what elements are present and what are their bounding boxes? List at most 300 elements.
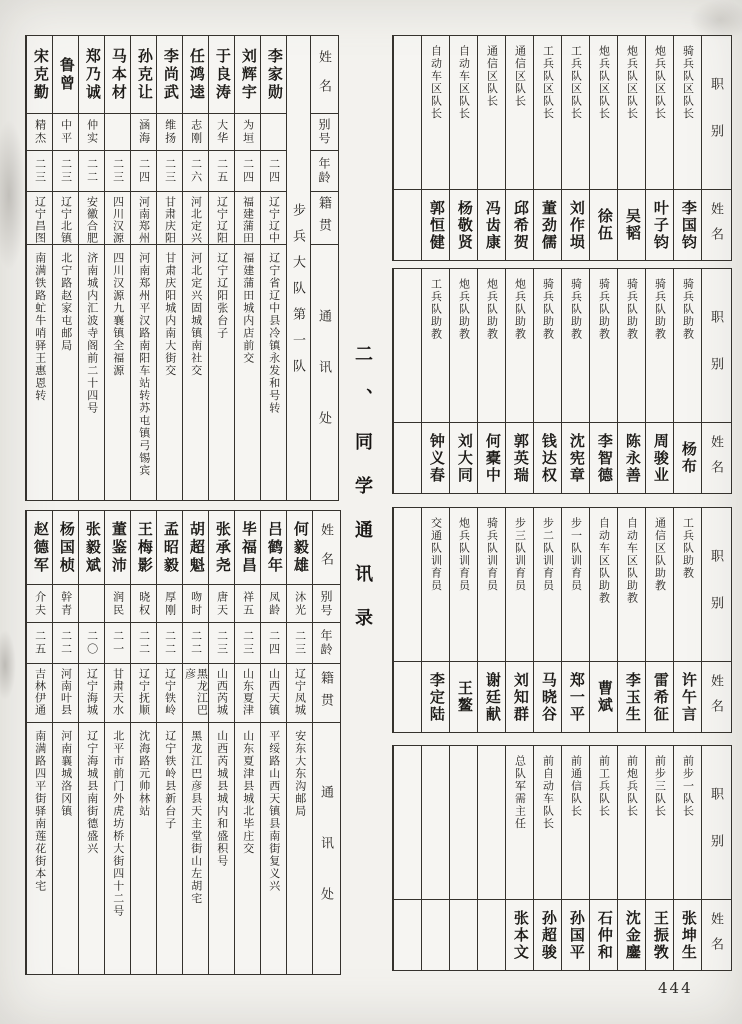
- entry-alias: 为垣: [235, 114, 260, 151]
- staff-entry-column: [393, 508, 421, 732]
- staff-entry-column: [449, 508, 477, 732]
- entry-address: 山西芮城县城内和盛积号: [215, 730, 228, 868]
- entry-age: 二二: [79, 151, 104, 192]
- staff-entry-column: [589, 746, 617, 970]
- header-origin: 籍贯: [313, 664, 340, 723]
- entry-name: 郑一平: [567, 671, 584, 723]
- roster-entry-column: [78, 511, 104, 974]
- entry-position: 自动车区队助教: [618, 508, 645, 662]
- entry-address: 甘肃庆阳城内南大街交: [163, 252, 176, 377]
- entry-name: [450, 900, 477, 970]
- entry-name: 邱希贺: [511, 199, 528, 251]
- entry-name: 刘知群: [511, 671, 528, 723]
- entry-position: 炮兵队区队长: [590, 36, 617, 190]
- entry-origin: 辽宁抚顺: [131, 664, 156, 723]
- entry-age: 二三: [53, 151, 78, 192]
- entry-origin: 河南郑州: [131, 192, 156, 245]
- entry-name: 钟义春: [427, 432, 444, 484]
- entry-name: [394, 900, 421, 970]
- staff-entry-column: [617, 508, 645, 732]
- entry-alias: 维扬: [157, 114, 182, 151]
- entry-address: 南满铁路虻牛哨驿王惠恩转: [33, 252, 46, 402]
- entry-position: 前自动车队长: [534, 746, 561, 900]
- roster-entry-column: [104, 36, 130, 500]
- entry-name: 石仲和: [595, 909, 612, 961]
- entry-position: 自动车区队长: [450, 36, 477, 190]
- entry-name: 马本材: [105, 36, 130, 114]
- roster-entry-column: [26, 36, 52, 500]
- scan-smudge: [690, 0, 742, 40]
- entry-name: 董劲儒: [539, 199, 556, 251]
- entry-name: 董鉴沛: [105, 511, 130, 585]
- entry-position: 通信区队助教: [646, 508, 673, 662]
- roster-entry-column: [234, 36, 260, 500]
- entry-address: 安东大东沟邮局: [293, 730, 306, 818]
- roster-entry-column: [26, 511, 52, 974]
- entry-alias: 唐天: [209, 585, 234, 623]
- entry-name: 曹斌: [595, 680, 612, 714]
- entry-origin: 黑龙江巴彦: [183, 664, 208, 723]
- roster-entry-column: [130, 36, 156, 500]
- entry-origin: 河南叶县: [53, 664, 78, 723]
- roster-table-infantry-squad-1: [25, 35, 339, 501]
- entry-origin: 福建蒲田: [235, 192, 260, 245]
- entry-position: 工兵队助教: [674, 508, 701, 662]
- entry-position: 炮兵队助教: [506, 269, 533, 423]
- roster-header-column: [310, 36, 338, 500]
- staff-header-column: [701, 269, 731, 493]
- header-position: 职别: [702, 36, 731, 190]
- entry-name: [394, 190, 421, 260]
- header-age: 年龄: [313, 623, 340, 664]
- entry-name: 沈金鏖: [623, 909, 640, 961]
- staff-entry-column: [561, 269, 589, 493]
- entry-name: 何毅雄: [287, 511, 312, 585]
- entry-address: 北平市前门外虎坊桥大街四十二号: [111, 730, 124, 918]
- entry-name: 孙国平: [567, 909, 584, 961]
- entry-age: 二三: [209, 623, 234, 664]
- entry-name: 李玉生: [623, 671, 640, 723]
- roster-entry-column: [52, 36, 78, 500]
- entry-name: 杨敬贤: [455, 199, 472, 251]
- staff-entry-column: [505, 36, 533, 260]
- entry-origin: 安徽合肥: [79, 192, 104, 245]
- entry-age: 二三: [105, 151, 130, 192]
- roster-entry-column: [260, 36, 286, 500]
- staff-table-band-2: [392, 268, 732, 494]
- staff-entry-column: [533, 508, 561, 732]
- entry-position: [394, 36, 421, 190]
- entry-name: 张毅斌: [79, 511, 104, 585]
- entry-name: 许午言: [679, 671, 696, 723]
- entry-name: 李定陆: [427, 671, 444, 723]
- staff-entry-column: [393, 269, 421, 493]
- entry-age: 二三: [27, 151, 52, 192]
- roster-entry-column: [78, 36, 104, 500]
- staff-header-column: [701, 746, 731, 970]
- entry-name: 张坤生: [679, 909, 696, 961]
- roster-entry-column: [182, 511, 208, 974]
- entry-origin: 辽宁昌图: [27, 192, 52, 245]
- entry-name: 任鸿逵: [183, 36, 208, 114]
- entry-age: 二三: [157, 151, 182, 192]
- entry-origin: 辽宁辽阳: [209, 192, 234, 245]
- entry-age: 二二: [157, 623, 182, 664]
- staff-entry-column: [589, 508, 617, 732]
- entry-name: 张承尧: [209, 511, 234, 585]
- roster-header-column: [312, 511, 340, 974]
- entry-address: 黑龙江巴彦县天主堂街山左胡宅: [189, 730, 202, 905]
- entry-age: 二〇: [79, 623, 104, 664]
- entry-origin: 河北定兴: [183, 192, 208, 245]
- entry-name: 刘大同: [455, 432, 472, 484]
- entry-position: 前工兵队长: [590, 746, 617, 900]
- header-name: 姓名: [709, 912, 724, 962]
- entry-name: [422, 900, 449, 970]
- roster-entry-column: [208, 511, 234, 974]
- header-name: 姓名: [709, 674, 724, 724]
- staff-columns: [393, 269, 701, 493]
- staff-entry-column: [645, 746, 673, 970]
- entry-origin: 辽宁海城: [79, 664, 104, 723]
- entry-position: 自动车区队长: [422, 36, 449, 190]
- roster-columns: [26, 511, 312, 974]
- entry-alias: 志刚: [183, 114, 208, 151]
- entry-alias: 厚刚: [157, 585, 182, 623]
- entry-address: 河南郑州平汉路南阳车站转苏屯镇弓锡宾: [137, 252, 150, 477]
- staff-entry-column: [645, 269, 673, 493]
- entry-age: 二三: [287, 623, 312, 664]
- roster-entry-column: [182, 36, 208, 500]
- entry-name: 赵德军: [27, 511, 52, 585]
- header-alias: 别号: [311, 114, 338, 151]
- staff-columns: [393, 36, 701, 260]
- staff-columns: [393, 746, 701, 970]
- entry-origin: 辽宁辽中: [261, 192, 286, 245]
- entry-name: 毕福昌: [235, 511, 260, 585]
- entry-address: 福建蒲田城内店前交: [241, 252, 254, 365]
- staff-entry-column: [673, 269, 701, 493]
- entry-address: 北宁路赵家屯邮局: [59, 252, 72, 352]
- staff-entry-column: [449, 36, 477, 260]
- entry-age: 二五: [27, 623, 52, 664]
- entry-name: 杨布: [679, 441, 696, 475]
- staff-entry-column: [617, 269, 645, 493]
- entry-name: 叶子钧: [651, 199, 668, 251]
- staff-entry-column: [561, 36, 589, 260]
- entry-alias: 沐光: [287, 585, 312, 623]
- unit-label: 步兵大队第一队: [286, 36, 310, 500]
- entry-name: 于良涛: [209, 36, 234, 114]
- staff-table-band-4: [392, 745, 732, 971]
- entry-origin: 甘肃庆阳: [157, 192, 182, 245]
- entry-origin: 甘肃天水: [105, 664, 130, 723]
- entry-origin: 辽宁北镇: [53, 192, 78, 245]
- entry-age: 二四: [261, 623, 286, 664]
- entry-name: 冯齿康: [483, 199, 500, 251]
- entry-address: 南满路四平街驿南莲花街本宅: [33, 730, 46, 893]
- entry-name: 刘辉宇: [235, 36, 260, 114]
- roster-entry-column: [104, 511, 130, 974]
- entry-name: [478, 900, 505, 970]
- roster-entry-column: [286, 511, 312, 974]
- entry-position: 交通队训育员: [422, 508, 449, 662]
- entry-position: [422, 746, 449, 900]
- staff-entry-column: [505, 746, 533, 970]
- staff-entry-column: [477, 36, 505, 260]
- entry-origin: 辽宁凤城: [287, 664, 312, 723]
- entry-origin: 四川汉源: [105, 192, 130, 245]
- entry-address: 河南襄城洛冈镇: [59, 730, 72, 818]
- scan-smudge: [0, 120, 26, 270]
- staff-entry-column: [421, 36, 449, 260]
- entry-position: 工兵队区队长: [562, 36, 589, 190]
- entry-name: 王振敩: [651, 909, 668, 961]
- entry-name: 谢廷献: [483, 671, 500, 723]
- entry-position: 炮兵队训育员: [450, 508, 477, 662]
- entry-position: 前通信队长: [562, 746, 589, 900]
- entry-origin: 辽宁铁岭: [157, 664, 182, 723]
- staff-table-band-3: [392, 507, 732, 733]
- entry-position: 步一队训育员: [562, 508, 589, 662]
- entry-name: 陈永善: [623, 432, 640, 484]
- scan-smudge: [0, 630, 16, 700]
- entry-position: [394, 746, 421, 900]
- staff-entry-column: [589, 269, 617, 493]
- staff-entry-column: [393, 36, 421, 260]
- entry-alias: 晓权: [131, 585, 156, 623]
- entry-name: 钱达权: [539, 432, 556, 484]
- entry-alias: 仲实: [79, 114, 104, 151]
- entry-address: 山东夏津县城北毕庄交: [241, 730, 254, 855]
- entry-position: 通信区队长: [506, 36, 533, 190]
- entry-position: 炮兵队助教: [450, 269, 477, 423]
- entry-position: 自动车区队助教: [590, 508, 617, 662]
- roster-entry-column: [156, 511, 182, 974]
- staff-entry-column: [589, 36, 617, 260]
- staff-entry-column: [645, 36, 673, 260]
- header-address: 通讯处: [317, 309, 332, 462]
- entry-address: 辽宁海城县南街德盛兴: [85, 730, 98, 855]
- entry-age: 二二: [131, 623, 156, 664]
- entry-name: 雷希征: [651, 671, 668, 723]
- staff-entry-column: [477, 269, 505, 493]
- staff-entry-column: [449, 269, 477, 493]
- roster-entry-column: [234, 511, 260, 974]
- entry-name: 刘作埙: [567, 199, 584, 251]
- entry-origin: 山东夏津: [235, 664, 260, 723]
- staff-entry-column: [533, 746, 561, 970]
- staff-entry-column: [561, 746, 589, 970]
- entry-age: 二三: [235, 623, 260, 664]
- entry-name: 王梅影: [131, 511, 156, 585]
- staff-entry-column: [673, 508, 701, 732]
- entry-position: [394, 269, 421, 423]
- staff-entry-column: [617, 746, 645, 970]
- header-name: 姓名: [709, 202, 724, 252]
- staff-entry-column: [673, 36, 701, 260]
- roster-table-second-group: [25, 510, 341, 975]
- entry-alias: 幹青: [53, 585, 78, 623]
- entry-alias: 中平: [53, 114, 78, 151]
- staff-entry-column: [477, 508, 505, 732]
- entry-alias: 凤龄: [261, 585, 286, 623]
- header-name: 姓名: [313, 511, 340, 585]
- entry-name: 李国钧: [679, 199, 696, 251]
- entry-position: 前炮兵队长: [618, 746, 645, 900]
- header-address: 通讯处: [319, 785, 334, 938]
- entry-position: 总队军需主任: [506, 746, 533, 900]
- header-age: 年龄: [311, 151, 338, 192]
- staff-entry-column: [421, 746, 449, 970]
- header-position: 职别: [702, 269, 731, 423]
- entry-name: [394, 662, 421, 732]
- header-origin: 籍贯: [311, 192, 338, 245]
- entry-alias: 精杰: [27, 114, 52, 151]
- entry-position: [394, 508, 421, 662]
- staff-entry-column: [449, 746, 477, 970]
- header-name: 姓名: [311, 36, 338, 114]
- entry-name: 张本文: [511, 909, 528, 961]
- entry-name: 吕鹤年: [261, 511, 286, 585]
- entry-alias: 大华: [209, 114, 234, 151]
- staff-entry-column: [533, 36, 561, 260]
- entry-alias: 祥五: [235, 585, 260, 623]
- entry-age: 二四: [261, 151, 286, 192]
- entry-name: 郭恒健: [427, 199, 444, 251]
- entry-address: 河北定兴固城镇南社交: [189, 252, 202, 377]
- page-number: 444: [658, 979, 693, 997]
- entry-position: 炮兵队区队长: [618, 36, 645, 190]
- entry-age: 二二: [183, 623, 208, 664]
- entry-name: 孙克让: [131, 36, 156, 114]
- entry-position: 骑兵队助教: [674, 269, 701, 423]
- roster-entry-column: [156, 36, 182, 500]
- entry-address: 济南城内汇波寺阁前二十四号: [85, 252, 98, 415]
- entry-name: 李尚武: [157, 36, 182, 114]
- entry-name: 李智德: [595, 432, 612, 484]
- entry-age: 二二: [53, 623, 78, 664]
- entry-origin: 吉林伊通: [27, 664, 52, 723]
- staff-entry-column: [505, 269, 533, 493]
- staff-entry-column: [561, 508, 589, 732]
- entry-alias: 涵海: [131, 114, 156, 151]
- entry-name: 杨国桢: [53, 511, 78, 585]
- staff-entry-column: [505, 508, 533, 732]
- entry-position: 通信区队长: [478, 36, 505, 190]
- header-name: 姓名: [709, 435, 724, 485]
- entry-alias: [261, 114, 286, 151]
- entry-alias: 吻时: [183, 585, 208, 623]
- entry-address: 沈海路元帅林站: [137, 730, 150, 818]
- entry-name: 鲁曾: [53, 36, 78, 114]
- entry-name: 王鳌: [455, 680, 472, 714]
- entry-alias: 润民: [105, 585, 130, 623]
- roster-entry-column: [52, 511, 78, 974]
- staff-header-column: [701, 508, 731, 732]
- roster-entry-column: [208, 36, 234, 500]
- entry-name: 宋克勤: [27, 36, 52, 114]
- entry-age: 二四: [235, 151, 260, 192]
- entry-address: 平绥路山西天镇县南街复义兴: [267, 730, 280, 893]
- entry-position: 骑兵队助教: [534, 269, 561, 423]
- staff-entry-column: [393, 746, 421, 970]
- entry-name: 孙超骏: [539, 909, 556, 961]
- entry-address: 四川汉源九襄镇全福源: [111, 252, 124, 377]
- entry-alias: 介夫: [27, 585, 52, 623]
- entry-alias: [79, 585, 104, 623]
- roster-entry-column: [130, 511, 156, 974]
- entry-position: 骑兵队区队长: [674, 36, 701, 190]
- entry-name: 吴韬: [623, 208, 640, 242]
- header-alias: 别号: [313, 585, 340, 623]
- entry-position: 工兵队区队长: [534, 36, 561, 190]
- entry-position: 骑兵队助教: [618, 269, 645, 423]
- entry-position: 炮兵队区队长: [646, 36, 673, 190]
- staff-entry-column: [421, 508, 449, 732]
- entry-position: 骑兵队助教: [646, 269, 673, 423]
- entry-name: 沈宪章: [567, 432, 584, 484]
- entry-name: 徐伍: [595, 208, 612, 242]
- entry-position: 步三队训育员: [506, 508, 533, 662]
- staff-entry-column: [477, 746, 505, 970]
- entry-position: [450, 746, 477, 900]
- entry-address: 辽宁铁岭县新台子: [163, 730, 176, 830]
- entry-position: 前步一队长: [674, 746, 701, 900]
- entry-name: 何橐中: [483, 432, 500, 484]
- entry-position: 工兵队助教: [422, 269, 449, 423]
- header-position: 职别: [702, 746, 731, 900]
- staff-header-column: [701, 36, 731, 260]
- entry-position: [478, 746, 505, 900]
- entry-position: 骑兵队助教: [590, 269, 617, 423]
- entry-name: 孟昭毅: [157, 511, 182, 585]
- entry-position: 炮兵队助教: [478, 269, 505, 423]
- section-title: 二、同学通讯录: [353, 344, 373, 652]
- entry-address: 辽宁省辽中县冷镇永发和号转: [267, 252, 280, 415]
- staff-columns: [393, 508, 701, 732]
- staff-table-band-1: [392, 35, 732, 261]
- header-position: 职别: [702, 508, 731, 662]
- entry-age: 二六: [183, 151, 208, 192]
- entry-position: 骑兵队训育员: [478, 508, 505, 662]
- entry-age: 二五: [209, 151, 234, 192]
- entry-address: 辽宁辽阳张台子: [215, 252, 228, 340]
- entry-name: 郑乃诚: [79, 36, 104, 114]
- staff-entry-column: [617, 36, 645, 260]
- roster-entry-column: [260, 511, 286, 974]
- entry-origin: 山西天镇: [261, 664, 286, 723]
- staff-entry-column: [533, 269, 561, 493]
- entry-position: 前步三队长: [646, 746, 673, 900]
- entry-alias: [105, 114, 130, 151]
- staff-entry-column: [673, 746, 701, 970]
- entry-name: 马晓谷: [539, 671, 556, 723]
- entry-name: 胡超魁: [183, 511, 208, 585]
- entry-name: [394, 423, 421, 493]
- entry-position: 骑兵队助教: [562, 269, 589, 423]
- entry-name: 周骏业: [651, 432, 668, 484]
- entry-origin: 山西芮城: [209, 664, 234, 723]
- entry-age: 二一: [105, 623, 130, 664]
- entry-name: 郭英瑞: [511, 432, 528, 484]
- staff-entry-column: [645, 508, 673, 732]
- entry-name: 李家勋: [261, 36, 286, 114]
- staff-entry-column: [421, 269, 449, 493]
- entry-age: 二四: [131, 151, 156, 192]
- roster-columns: [26, 36, 286, 500]
- entry-position: 步二队训育员: [534, 508, 561, 662]
